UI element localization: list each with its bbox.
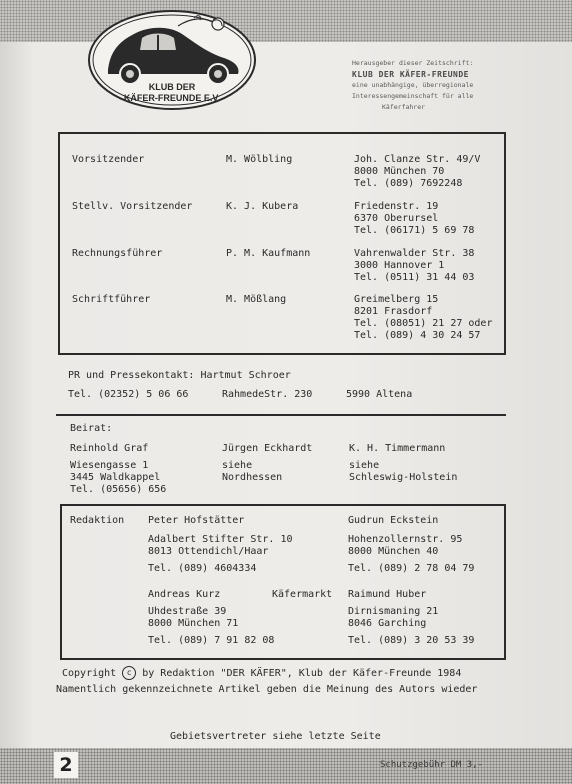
editor-address-line: 8000 München 40 xyxy=(348,546,439,557)
editor-department: Käfermarkt xyxy=(272,589,333,600)
editor-phone: Tel. (089) 7 91 82 08 xyxy=(148,635,275,646)
board-role: Stellv. Vorsitzender xyxy=(72,201,193,212)
pr-city: 5990 Altena xyxy=(346,389,413,400)
editor-name: Peter Hofstätter xyxy=(148,515,245,526)
svg-text:KÄFER-FREUNDE E.V.: KÄFER-FREUNDE E.V. xyxy=(123,93,221,103)
board-address-line: Greimelberg 15 xyxy=(354,294,439,305)
publisher-line-1: Herausgeber dieser Zeitschrift: xyxy=(352,59,474,67)
publisher-line-5: Käferfahrer xyxy=(382,103,426,111)
beirat-label: Beirat: xyxy=(70,423,113,434)
editor-address-line: 8046 Garching xyxy=(348,618,427,629)
beirat-member-name: K. H. Timmermann xyxy=(349,443,446,454)
board-name: P. M. Kaufmann xyxy=(226,248,311,259)
board-role: Vorsitzender xyxy=(72,154,145,165)
board-address-line: 3000 Hannover 1 xyxy=(354,260,445,271)
editor-name: Gudrun Eckstein xyxy=(348,515,439,526)
redaktion-label: Redaktion xyxy=(70,515,125,526)
page-number: 2 xyxy=(54,752,78,778)
publisher-note xyxy=(352,58,502,113)
board-role: Rechnungsführer xyxy=(72,248,163,259)
editor-name: Andreas Kurz xyxy=(148,589,221,600)
publisher-club: KLUB DER KÄFER-FREUNDE xyxy=(352,70,469,79)
svg-text:KLUB DER: KLUB DER xyxy=(148,82,196,92)
fee-note: Schutzgebühr DM 3,- xyxy=(380,760,483,770)
editor-address-line: Dirnismaning 21 xyxy=(348,606,439,617)
beirat-member-info: Nordhessen xyxy=(222,472,283,483)
publisher-line-4: Interessengemeinschaft für alle xyxy=(352,92,474,100)
beirat-member-info: siehe xyxy=(349,460,380,471)
copyright-line xyxy=(62,666,461,680)
pr-contact: PR und Pressekontakt: Hartmut Schroer xyxy=(68,370,291,381)
bottom-halftone-band xyxy=(0,748,572,784)
board-address-line: Joh. Clanze Str. 49/V xyxy=(354,154,481,165)
editor-address-line: 8000 München 71 xyxy=(148,618,239,629)
board-phone: Tel. (089) 4 30 24 57 xyxy=(354,330,481,341)
copyright-text: by Redaktion "DER KÄFER", Klub der Käfer-Freunde 1984 xyxy=(142,668,462,679)
beirat-member-info: Schleswig-Holstein xyxy=(349,472,458,483)
editor-address-line: Hohenzollernstr. 95 xyxy=(348,534,463,545)
pr-phone: Tel. (02352) 5 06 66 xyxy=(68,389,189,400)
editor-phone: Tel. (089) 3 20 53 39 xyxy=(348,635,475,646)
board-name: M. Wölbling xyxy=(226,154,293,165)
board-address-line: 8000 München 70 xyxy=(354,166,445,177)
editor-address-line: 8013 Ottendichl/Haar xyxy=(148,546,269,557)
section-divider xyxy=(56,414,506,416)
beirat-member-info: Wiesengasse 1 xyxy=(70,460,149,471)
beirat-member-info: siehe xyxy=(222,460,253,471)
editor-address-line: Uhdestraße 39 xyxy=(148,606,227,617)
board-address-line: 8201 Frasdorf xyxy=(354,306,433,317)
copyright-symbol: c xyxy=(122,666,136,680)
board-role: Schriftführer xyxy=(72,294,151,305)
footer-note: Gebietsvertreter siehe letzte Seite xyxy=(170,731,381,742)
board-address-line: Vahrenwalder Str. 38 xyxy=(354,248,475,259)
board-phone: Tel. (089) 7692248 xyxy=(354,178,463,189)
board-phone: Tel. (06171) 5 69 78 xyxy=(354,225,475,236)
beirat-member-info: Tel. (05656) 656 xyxy=(70,484,167,495)
beirat-member-info: 3445 Waldkappel xyxy=(70,472,161,483)
pr-street: RahmedeStr. 230 xyxy=(222,389,313,400)
board-name: K. J. Kubera xyxy=(226,201,299,212)
board-address-line: 6370 Oberursel xyxy=(354,213,439,224)
publisher-line-3: eine unabhängige, überregionale xyxy=(352,81,474,89)
copyright-label: Copyright xyxy=(62,668,117,679)
club-logo xyxy=(86,8,258,112)
beirat-member-name: Reinhold Graf xyxy=(70,443,149,454)
board-name: M. Mößlang xyxy=(226,294,287,305)
author-disclaimer: Namentlich gekennzeichnete Artikel geben die Meinung des Autors wieder xyxy=(56,684,478,695)
editor-address-line: Adalbert Stifter Str. 10 xyxy=(148,534,293,545)
board-phone: Tel. (08051) 21 27 oder xyxy=(354,318,493,329)
board-address-line: Friedenstr. 19 xyxy=(354,201,439,212)
beirat-member-name: Jürgen Eckhardt xyxy=(222,443,313,454)
editor-phone: Tel. (089) 4604334 xyxy=(148,563,257,574)
editor-phone: Tel. (089) 2 78 04 79 xyxy=(348,563,475,574)
editor-name: Raimund Huber xyxy=(348,589,427,600)
board-phone: Tel. (0511) 31 44 03 xyxy=(354,272,475,283)
